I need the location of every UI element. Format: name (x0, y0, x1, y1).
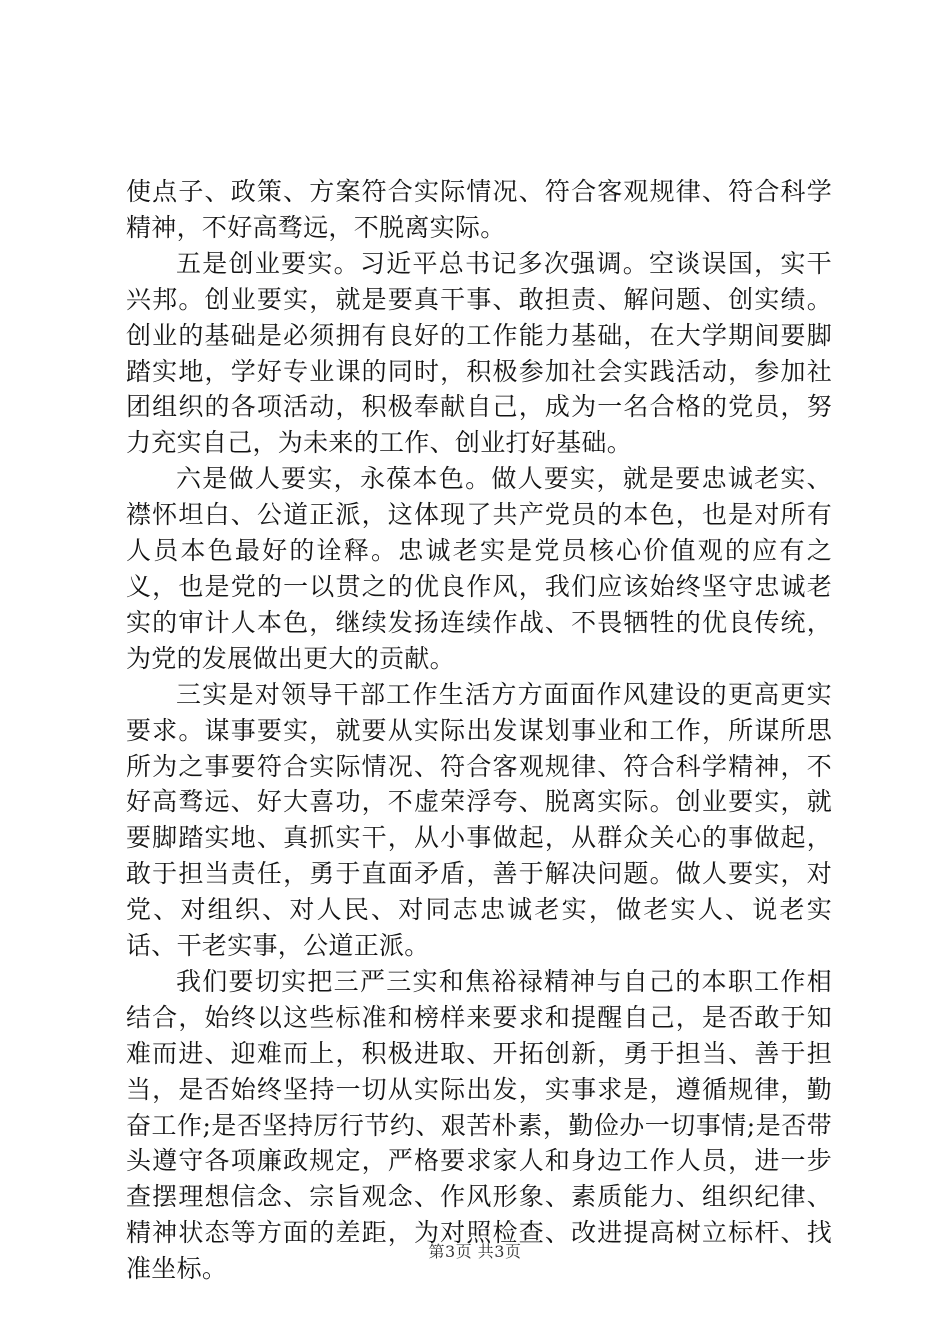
paragraph-5: 我们要切实把三严三实和焦裕禄精神与自己的本职工作相结合，始终以这些标准和榜样来要求和提醒自己，是否敢于知难而进、迎难而上，积极进取、开拓创新，勇于担当、善于担当，是否始终坚持一切从实际出发，实事求是，遵循规律，勤奋工作;是否坚持厉行节约、艰苦朴素，勤俭办一切事情;是否带头遵守各项廉政规定，严格要求家人和身边工作人员，进一步查摆理想信念、宗旨观念、作风形象、素质能力、组织纪律、精神状态等方面的差距，为对照检查、改进提高树立标杆、找准坐标。 (126, 966, 832, 1284)
paragraph-4: 三实是对领导干部工作生活方方面面作风建设的更高更实要求。谋事要实，就要从实际出发谋划事业和工作，所谋所思所为之事要符合实际情况、符合客观规律、符合科学精神，不好高骛远、好大喜功，不虚荣浮夸、脱离实际。创业要实，就要脚踏实地、真抓实干，从小事做起，从群众关心的事做起，敢于担当责任，勇于直面矛盾，善于解决问题。做人要实，对党、对组织、对人民、对同志忠诚老实，做老实人、说老实话、干老实事，公道正派。 (126, 679, 832, 961)
document-body (126, 174, 832, 1287)
page-footer (0, 1242, 950, 1262)
paragraph-3: 六是做人要实，永葆本色。做人要实，就是要忠诚老实、襟怀坦白、公道正派，这体现了共产党员的本色，也是对所有人员本色最好的诠释。忠诚老实是党员核心价值观的应有之义，也是党的一以贯之的优良作风，我们应该始终坚守忠诚老实的审计人本色，继续发扬连续作战、不畏牺牲的优良传统，为党的发展做出更大的贡献。 (126, 464, 832, 673)
paragraph-2: 五是创业要实。习近平总书记多次强调。空谈误国，实干兴邦。创业要实，就是要真干事、敢担责、解问题、创实绩。创业的基础是必须拥有良好的工作能力基础，在大学期间要脚踏实地，学好专业课的同时，积极参加社会实践活动，参加社团组织的各项活动，积极奉献自己，成为一名合格的党员，努力充实自己，为未来的工作、创业打好基础。 (126, 248, 832, 458)
page-number-label: 第3页 共3页 (428, 1242, 522, 1261)
paragraph-1: 使点子、政策、方案符合实际情况、符合客观规律、符合科学精神，不好高骛远，不脱离实际。 (126, 177, 832, 242)
